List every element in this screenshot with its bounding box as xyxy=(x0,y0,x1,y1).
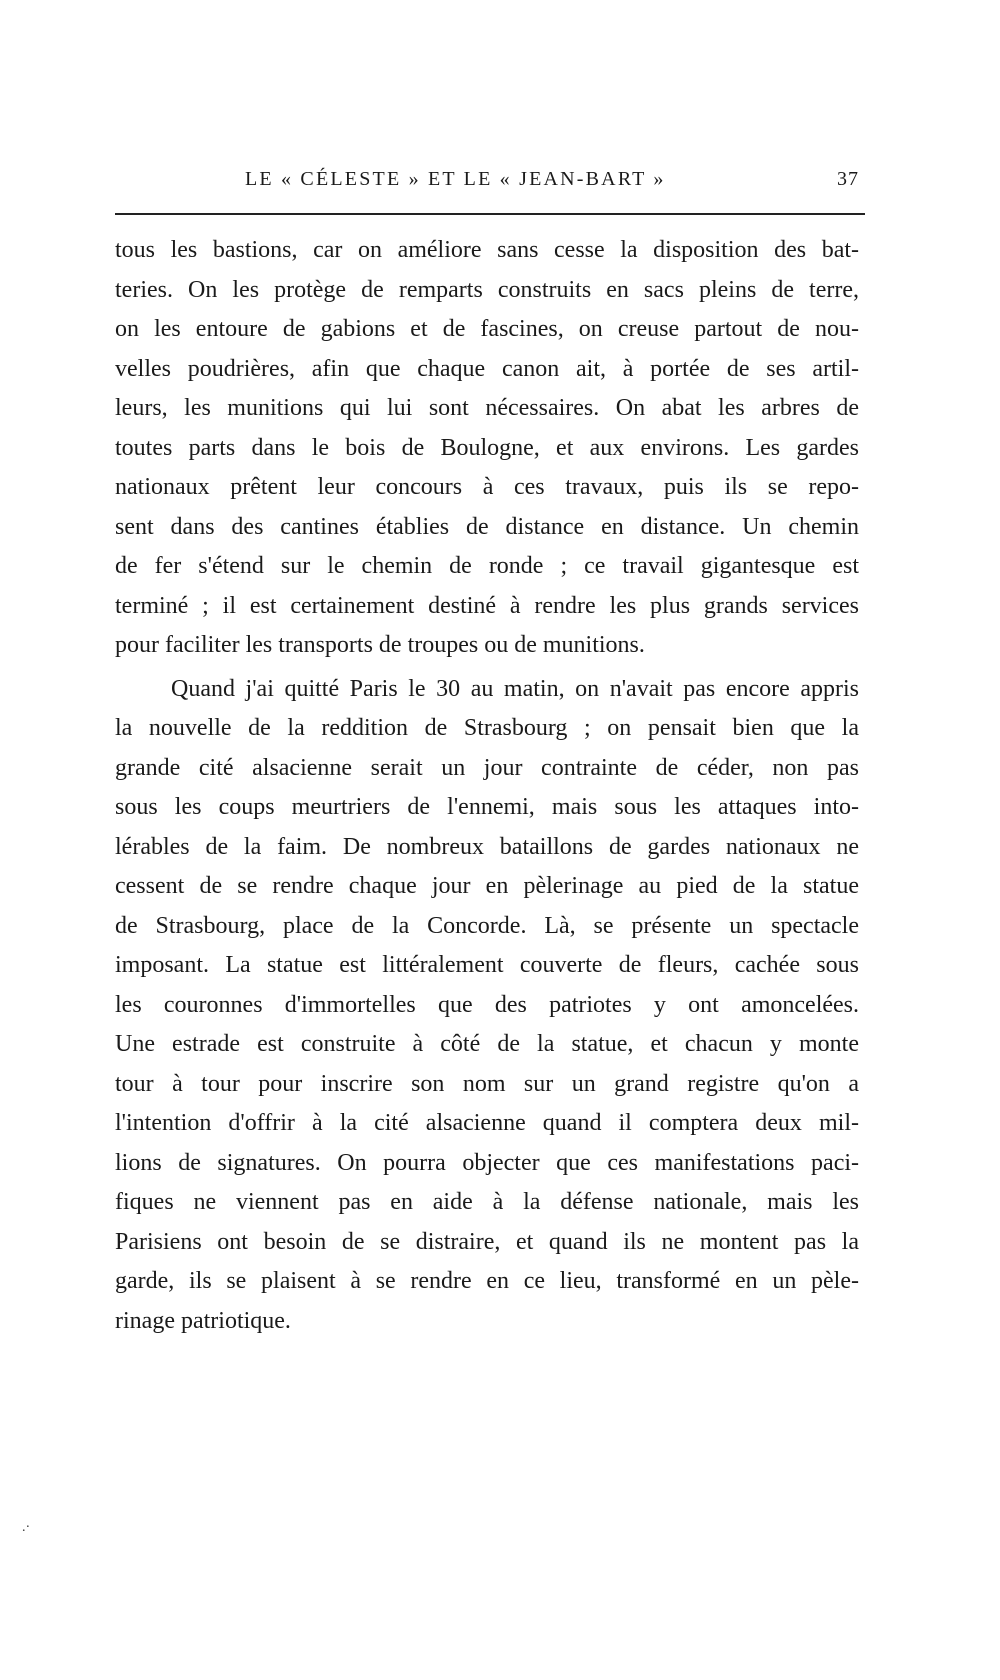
text-line: l'intention d'offrir à la cité alsacienne quand il comptera deux mil- xyxy=(115,1110,859,1136)
text-line: garde, ils se plaisent à se rendre en ce lieu, transformé en un pèle- xyxy=(115,1268,859,1294)
text-line: de Strasbourg, place de la Concorde. Là, se présente un spectacle xyxy=(115,912,859,939)
text-line: terminé ; il est certainement destiné à rendre les plus grands services xyxy=(115,592,859,619)
text-line: teries. On les protège de remparts construits en sacs pleins de terre, xyxy=(115,276,859,303)
text-line: Parisiens ont besoin de se distraire, et quand ils ne montent pas la xyxy=(115,1228,859,1255)
running-title: LE « CÉLESTE » ET LE « JEAN-BART » xyxy=(245,168,666,190)
text-line: leurs, les munitions qui lui sont nécessaires. On abat les arbres de xyxy=(115,395,859,421)
text-line: toutes parts dans le bois de Boulogne, et aux environs. Les gardes xyxy=(115,434,859,461)
text-line: les couronnes d'immortelles que des patriotes y ont amoncelées. xyxy=(115,991,859,1018)
text-line: imposant. La statue est littéralement couverte de fleurs, cachée sous xyxy=(115,952,859,978)
ink-speck: .· xyxy=(22,1520,31,1535)
text-line: de fer s'étend sur le chemin de ronde ; ce travail gigantesque est xyxy=(115,553,859,579)
text-line: pour faciliter les transports de troupes ou de munitions. xyxy=(115,632,645,658)
page-number: 37 xyxy=(837,168,859,190)
text-line: Quand j'ai quitté Paris le 30 au matin, on n'avait pas encore appris xyxy=(171,675,859,702)
text-line: tour à tour pour inscrire son nom sur un grand registre qu'on a xyxy=(115,1070,859,1097)
paragraph-1 xyxy=(115,231,859,666)
text-line: on les entoure de gabions et de fascines, on creuse partout de nou- xyxy=(115,316,859,342)
text-line: lérables de la faim. De nombreux bataillons de gardes nationaux ne xyxy=(115,833,859,860)
text-line: Une estrade est construite à côté de la statue, et chacun y monte xyxy=(115,1031,859,1057)
text-line: grande cité alsacienne serait un jour contrainte de céder, non pas xyxy=(115,754,859,781)
header-rule xyxy=(115,213,865,215)
text-line: lions de signatures. On pourra objecter que ces manifestations paci- xyxy=(115,1149,859,1176)
text-line: velles poudrières, afin que chaque canon ait, à portée de ses artil- xyxy=(115,355,859,382)
text-line: fiques ne viennent pas en aide à la défense nationale, mais les xyxy=(115,1189,859,1215)
paragraph-2 xyxy=(115,670,859,1342)
text-line: tous les bastions, car on améliore sans cesse la disposition des bat- xyxy=(115,237,859,263)
text-line: la nouvelle de la reddition de Strasbourg ; on pensait bien que la xyxy=(115,715,859,741)
text-line: rinage patriotique. xyxy=(115,1307,291,1334)
body-text xyxy=(115,231,859,1341)
text-line: nationaux prêtent leur concours à ces travaux, puis ils se repo- xyxy=(115,474,859,500)
text-line: cessent de se rendre chaque jour en pèlerinage au pied de la statue xyxy=(115,873,859,899)
text-line: sous les coups meurtriers de l'ennemi, mais sous les attaques into- xyxy=(115,794,859,820)
page-header xyxy=(115,168,865,204)
text-line: sent dans des cantines établies de distance en distance. Un chemin xyxy=(115,513,859,540)
